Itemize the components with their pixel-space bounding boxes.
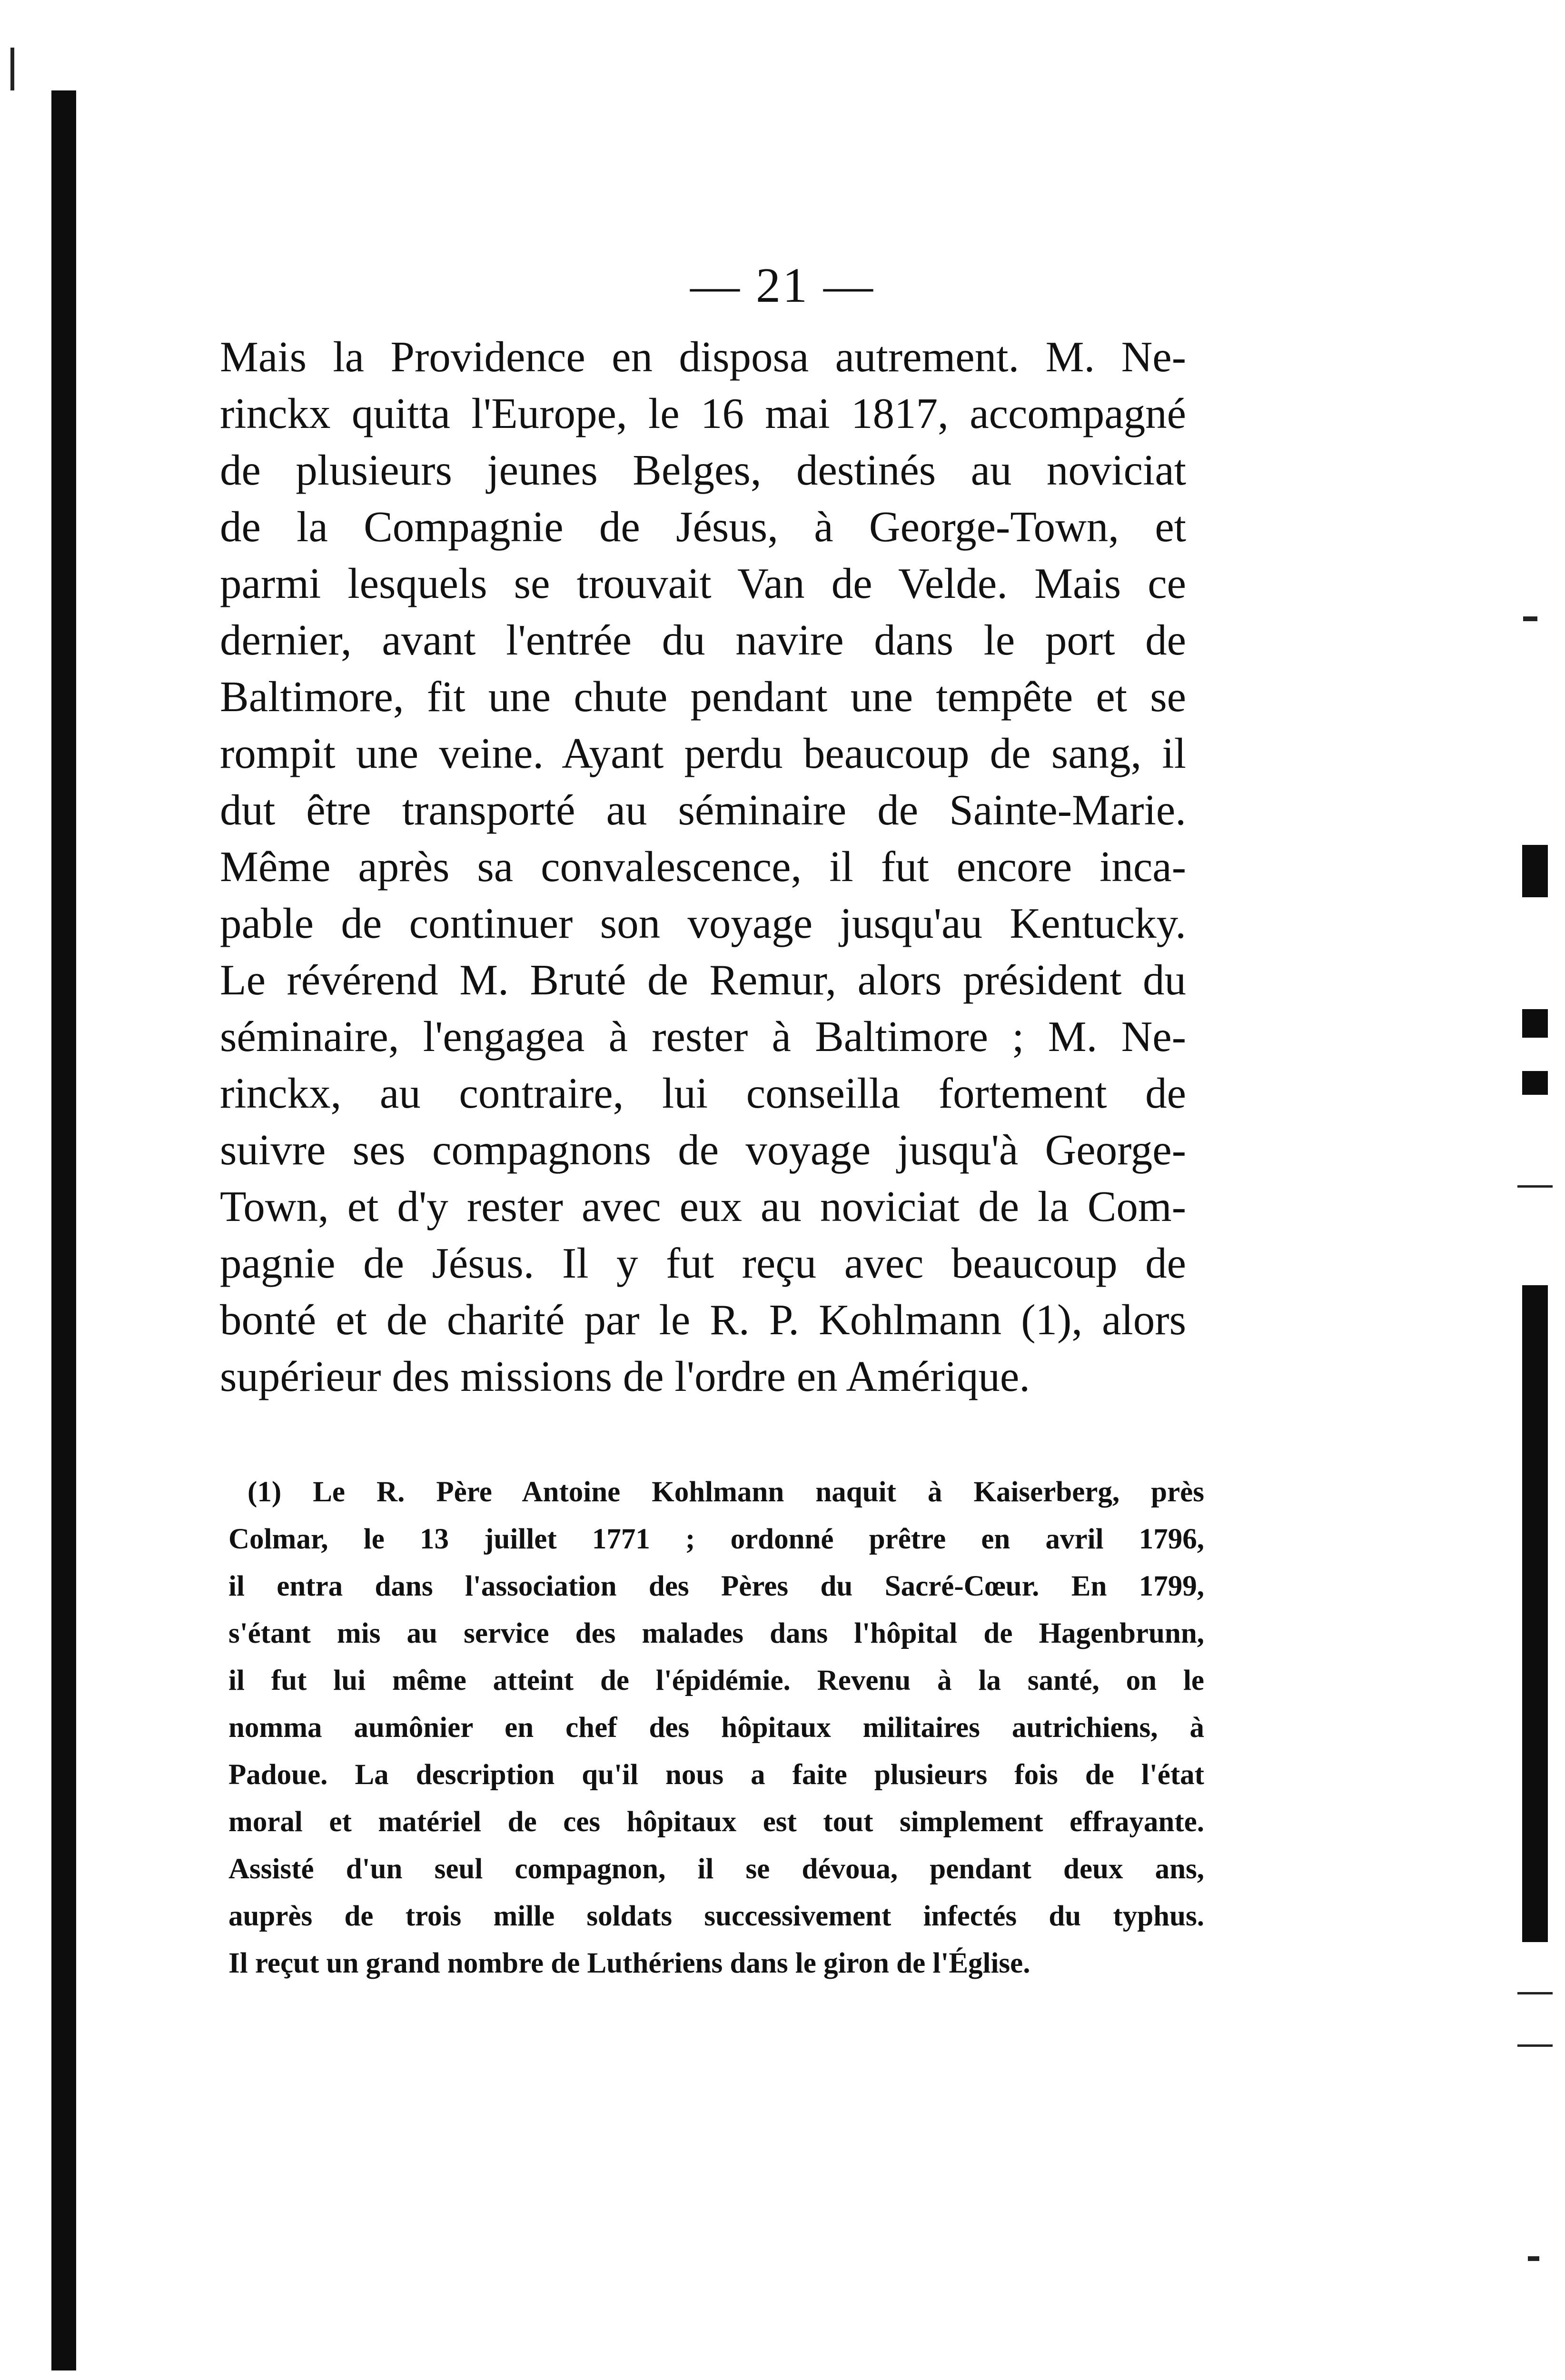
footnote-line: (1) Le R. Père Antoine Kohlmann naquit à Kaiserberg, près [248, 1476, 1204, 1508]
body-line: Le révérend M. Bruté de Remur, alors président du [220, 956, 1186, 1004]
body-line: parmi lesquels se trouvait Van de Velde. Mais ce [220, 559, 1186, 607]
scan-edge-dash [1517, 1185, 1553, 1188]
scan-edge-dash [1517, 1992, 1553, 1994]
footnote-line: Padoue. La description qu'il nous a faite plusieurs fois de l'état [228, 1759, 1204, 1791]
footnote-line: Il reçut un grand nombre de Luthériens dans le giron de l'Église. [228, 1947, 1030, 1979]
scan-edge-dash [1517, 2044, 1553, 2047]
body-line: suivre ses compagnons de voyage jusqu'à George- [220, 1126, 1186, 1174]
footnote-line: moral et matériel de ces hôpitaux est tout simplement effrayante. [228, 1806, 1204, 1838]
footnote-line: Assisté d'un seul compagnon, il se dévoua, pendant deux ans, [228, 1853, 1204, 1885]
scan-edge-dash [1523, 616, 1537, 621]
body-line: Même après sa convalescence, il fut encore inca- [220, 843, 1186, 891]
body-text [220, 328, 1186, 1405]
body-line: Town, et d'y rester avec eux au noviciat de la Com- [220, 1182, 1186, 1230]
scan-edge-shadow-right [1522, 1071, 1548, 1095]
body-line: pagnie de Jésus. Il y fut reçu avec beaucoup de [220, 1239, 1186, 1287]
scan-edge-shadow-right [1522, 845, 1548, 897]
footnote-line: nomma aumônier en chef des hôpitaux militaires autrichiens, à [228, 1712, 1204, 1744]
body-line: rompit une veine. Ayant perdu beaucoup de sang, il [220, 729, 1186, 777]
body-line: dernier, avant l'entrée du navire dans le port de [220, 616, 1186, 664]
footnote-line: il fut lui même atteint de l'épidémie. Revenu à la santé, on le [228, 1665, 1204, 1696]
body-line: bonté et de charité par le R. P. Kohlmann (1), alors [220, 1296, 1186, 1344]
body-line: supérieur des missions de l'ordre en Amérique. [220, 1352, 1030, 1400]
body-line: de plusieurs jeunes Belges, destinés au noviciat [220, 446, 1186, 494]
footnote-line: s'étant mis au service des malades dans l'hôpital de Hagenbrunn, [228, 1617, 1204, 1649]
footnote-line: Colmar, le 13 juillet 1771 ; ordonné prêtre en avril 1796, [228, 1523, 1204, 1555]
scan-edge-shadow-right [1522, 1009, 1548, 1038]
scan-binding-shadow-left [51, 90, 76, 2370]
body-line: séminaire, l'engagea à rester à Baltimore ; M. Ne- [220, 1012, 1186, 1061]
body-line: pable de continuer son voyage jusqu'au Kentucky. [220, 899, 1186, 947]
footnote-line: auprès de trois mille soldats successivement infectés du typhus. [228, 1900, 1204, 1932]
page-number: — 21 — [690, 258, 875, 313]
body-line: dut être transporté au séminaire de Sainte-Marie. [220, 786, 1186, 834]
scan-edge-dash [1528, 2256, 1539, 2261]
body-line: rinckx, au contraire, lui conseilla fortement de [220, 1069, 1186, 1117]
body-line: de la Compagnie de Jésus, à George-Town, et [220, 503, 1186, 551]
footnote [228, 1468, 1204, 1987]
body-line: Baltimore, fit une chute pendant une tempête et se [220, 673, 1186, 721]
body-line: Mais la Providence en disposa autrement. M. Ne- [220, 333, 1186, 381]
scan-edge-mark [10, 48, 14, 90]
footnote-line: il entra dans l'association des Pères du Sacré-Cœur. En 1799, [228, 1570, 1204, 1602]
scan-edge-shadow-right [1522, 1285, 1548, 1942]
body-line: rinckx quitta l'Europe, le 16 mai 1817, accompagné [220, 389, 1186, 437]
